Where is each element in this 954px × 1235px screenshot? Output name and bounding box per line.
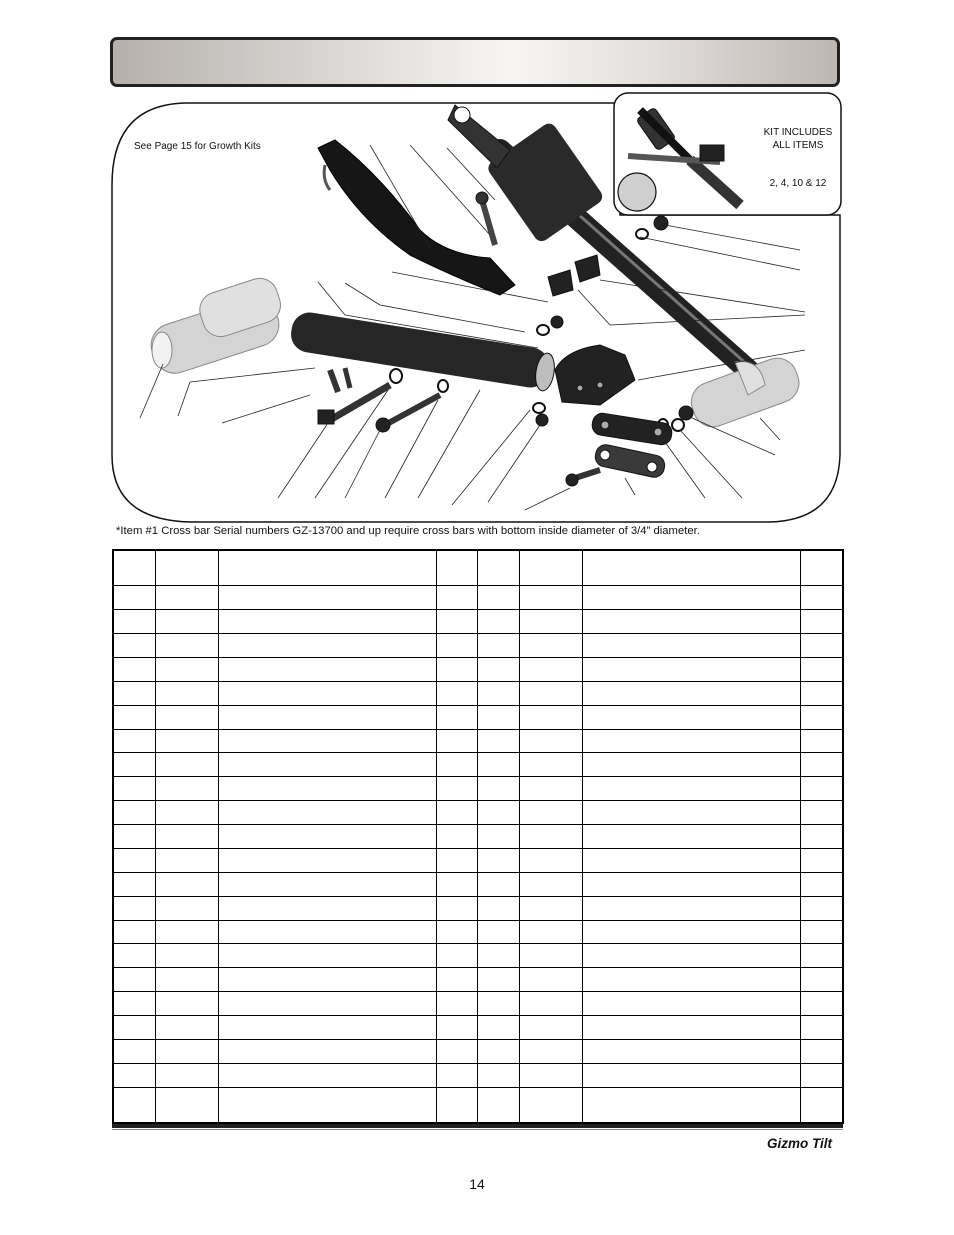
table-row xyxy=(113,1039,843,1063)
table-cell xyxy=(155,801,218,825)
table-cell xyxy=(477,550,519,586)
table-cell xyxy=(436,825,477,849)
table-row xyxy=(113,896,843,920)
table-row xyxy=(113,753,843,777)
table-cell xyxy=(582,777,800,801)
table-row xyxy=(113,825,843,849)
exploded-parts-diagram xyxy=(0,0,954,540)
table-cell xyxy=(477,634,519,658)
table-cell xyxy=(113,657,155,681)
table-cell xyxy=(800,729,843,753)
table-cell xyxy=(113,896,155,920)
table-cell xyxy=(218,705,436,729)
table-cell xyxy=(218,777,436,801)
table-cell xyxy=(800,848,843,872)
table-cell xyxy=(113,1039,155,1063)
table-cell xyxy=(477,610,519,634)
table-row xyxy=(113,705,843,729)
table-cell xyxy=(582,920,800,944)
table-cell xyxy=(519,896,582,920)
table-cell xyxy=(477,1016,519,1040)
table-cell xyxy=(582,586,800,610)
table-cell xyxy=(582,681,800,705)
growth-kits-note: See Page 15 for Growth Kits xyxy=(134,141,261,152)
table-cell xyxy=(519,705,582,729)
table-cell xyxy=(155,1087,218,1123)
table-cell xyxy=(218,896,436,920)
table-row xyxy=(113,920,843,944)
table-cell xyxy=(519,1016,582,1040)
table-row xyxy=(113,586,843,610)
table-cell xyxy=(477,777,519,801)
table-cell xyxy=(519,586,582,610)
table-cell xyxy=(113,681,155,705)
table-cell xyxy=(218,872,436,896)
kit-items-list: 2, 4, 10 & 12 xyxy=(769,178,827,189)
table-cell xyxy=(113,920,155,944)
table-cell xyxy=(477,657,519,681)
footer-rule xyxy=(112,1124,843,1128)
table-cell xyxy=(436,586,477,610)
table-cell xyxy=(218,681,436,705)
table-cell xyxy=(436,992,477,1016)
table-cell xyxy=(155,657,218,681)
table-cell xyxy=(800,992,843,1016)
table-cell xyxy=(436,872,477,896)
table-cell xyxy=(155,634,218,658)
table-cell xyxy=(800,968,843,992)
table-cell xyxy=(436,777,477,801)
table-cell xyxy=(218,1016,436,1040)
table-cell xyxy=(155,872,218,896)
table-cell xyxy=(436,1016,477,1040)
table-cell xyxy=(582,705,800,729)
table-cell xyxy=(477,1039,519,1063)
table-cell xyxy=(519,610,582,634)
table-cell xyxy=(113,634,155,658)
table-cell xyxy=(582,801,800,825)
table-cell xyxy=(582,634,800,658)
table-row xyxy=(113,801,843,825)
table-cell xyxy=(477,896,519,920)
table-cell xyxy=(155,550,218,586)
right-end-tube xyxy=(686,353,805,433)
table-cell xyxy=(113,1016,155,1040)
table-cell xyxy=(477,1087,519,1123)
table-cell xyxy=(800,896,843,920)
table-header-row xyxy=(113,550,843,586)
table-cell xyxy=(582,896,800,920)
table-cell xyxy=(800,681,843,705)
table-cell xyxy=(436,681,477,705)
table-row xyxy=(113,729,843,753)
table-cell xyxy=(519,848,582,872)
table-cell xyxy=(582,872,800,896)
table-cell xyxy=(436,896,477,920)
table-cell xyxy=(218,944,436,968)
table-row xyxy=(113,610,843,634)
table-cell xyxy=(113,550,155,586)
table-cell xyxy=(218,550,436,586)
kit-includes-line2: ALL ITEMS xyxy=(772,140,824,151)
table-cell xyxy=(519,681,582,705)
table-cell xyxy=(155,992,218,1016)
table-cell xyxy=(582,1087,800,1123)
table-cell xyxy=(582,848,800,872)
table-cell xyxy=(800,586,843,610)
parts-table-body xyxy=(113,550,843,1123)
table-cell xyxy=(519,657,582,681)
kit-includes-line1: KIT INCLUDES xyxy=(763,127,833,138)
table-cell xyxy=(218,657,436,681)
table-cell xyxy=(218,729,436,753)
table-cell xyxy=(436,968,477,992)
table-cell xyxy=(477,848,519,872)
table-cell xyxy=(582,1063,800,1087)
table-cell xyxy=(436,944,477,968)
table-cell xyxy=(436,705,477,729)
table-cell xyxy=(113,1063,155,1087)
table-cell xyxy=(155,610,218,634)
table-cell xyxy=(113,872,155,896)
table-cell xyxy=(477,681,519,705)
table-cell xyxy=(800,801,843,825)
table-cell xyxy=(155,825,218,849)
table-cell xyxy=(436,1087,477,1123)
table-cell xyxy=(519,634,582,658)
table-cell xyxy=(519,1063,582,1087)
table-cell xyxy=(436,753,477,777)
table-cell xyxy=(800,920,843,944)
table-cell xyxy=(800,825,843,849)
table-cell xyxy=(155,777,218,801)
table-cell xyxy=(155,944,218,968)
table-cell xyxy=(477,705,519,729)
kit-badge-circle xyxy=(618,173,656,211)
table-cell xyxy=(519,992,582,1016)
table-cell xyxy=(800,777,843,801)
table-cell xyxy=(582,753,800,777)
table-cell xyxy=(155,920,218,944)
table-cell xyxy=(436,657,477,681)
table-cell xyxy=(155,968,218,992)
table-row xyxy=(113,872,843,896)
table-cell xyxy=(582,825,800,849)
table-cell xyxy=(582,1039,800,1063)
table-cell xyxy=(800,1039,843,1063)
table-cell xyxy=(113,729,155,753)
table-cell xyxy=(436,801,477,825)
table-cell xyxy=(155,753,218,777)
table-row xyxy=(113,968,843,992)
table-cell xyxy=(477,753,519,777)
table-cell xyxy=(519,872,582,896)
table-cell xyxy=(477,920,519,944)
table-cell xyxy=(218,1063,436,1087)
table-cell xyxy=(800,753,843,777)
table-cell xyxy=(218,920,436,944)
table-cell xyxy=(218,968,436,992)
table-cell xyxy=(218,634,436,658)
table-cell xyxy=(519,1087,582,1123)
table-cell xyxy=(155,896,218,920)
table-row xyxy=(113,657,843,681)
table-cell xyxy=(800,944,843,968)
table-cell xyxy=(519,825,582,849)
table-row xyxy=(113,848,843,872)
table-cell xyxy=(582,550,800,586)
table-cell xyxy=(519,753,582,777)
table-cell xyxy=(800,550,843,586)
table-cell xyxy=(800,872,843,896)
table-cell xyxy=(218,610,436,634)
table-cell xyxy=(519,729,582,753)
table-cell xyxy=(155,705,218,729)
table-cell xyxy=(155,586,218,610)
parts-list-table xyxy=(112,549,844,1124)
table-cell xyxy=(477,586,519,610)
table-cell xyxy=(218,825,436,849)
table-cell xyxy=(218,1039,436,1063)
table-cell xyxy=(218,1087,436,1123)
table-cell xyxy=(477,1063,519,1087)
table-cell xyxy=(800,1087,843,1123)
table-cell xyxy=(519,968,582,992)
table-cell xyxy=(113,1087,155,1123)
table-cell xyxy=(218,992,436,1016)
table-cell xyxy=(436,729,477,753)
table-cell xyxy=(113,777,155,801)
table-cell xyxy=(113,848,155,872)
table-cell xyxy=(436,920,477,944)
table-cell xyxy=(113,801,155,825)
table-row xyxy=(113,681,843,705)
tilt-brackets xyxy=(555,345,673,479)
table-row xyxy=(113,1087,843,1123)
table-cell xyxy=(519,920,582,944)
table-row xyxy=(113,777,843,801)
kit-includes-label xyxy=(752,126,844,152)
table-cell xyxy=(519,777,582,801)
table-row xyxy=(113,1063,843,1087)
table-cell xyxy=(113,753,155,777)
table-cell xyxy=(218,753,436,777)
cross-bar xyxy=(288,310,556,392)
table-cell xyxy=(800,610,843,634)
left-t-tube xyxy=(145,274,285,379)
table-cell xyxy=(519,801,582,825)
table-cell xyxy=(519,1039,582,1063)
table-cell xyxy=(218,848,436,872)
table-cell xyxy=(477,872,519,896)
table-cell xyxy=(113,586,155,610)
table-cell xyxy=(436,610,477,634)
table-cell xyxy=(519,550,582,586)
table-cell xyxy=(582,992,800,1016)
table-cell xyxy=(582,657,800,681)
table-cell xyxy=(582,729,800,753)
table-row xyxy=(113,1016,843,1040)
table-cell xyxy=(113,610,155,634)
table-row xyxy=(113,992,843,1016)
table-cell xyxy=(113,944,155,968)
table-cell xyxy=(477,729,519,753)
table-cell xyxy=(155,729,218,753)
table-cell xyxy=(113,825,155,849)
table-cell xyxy=(800,634,843,658)
table-cell xyxy=(800,657,843,681)
table-cell xyxy=(155,1016,218,1040)
brand-name: Gizmo Tilt xyxy=(766,1136,832,1151)
table-cell xyxy=(800,705,843,729)
table-cell xyxy=(436,634,477,658)
table-cell xyxy=(436,1063,477,1087)
table-cell xyxy=(113,992,155,1016)
table-cell xyxy=(477,992,519,1016)
table-cell xyxy=(800,1063,843,1087)
table-cell xyxy=(477,801,519,825)
table-cell xyxy=(477,968,519,992)
table-cell xyxy=(113,968,155,992)
table-cell xyxy=(582,610,800,634)
footer-rule-thin xyxy=(112,1129,843,1130)
table-cell xyxy=(436,1039,477,1063)
table-cell xyxy=(477,825,519,849)
table-cell xyxy=(800,1016,843,1040)
table-row xyxy=(113,634,843,658)
table-cell xyxy=(436,550,477,586)
table-cell xyxy=(155,848,218,872)
table-cell xyxy=(218,801,436,825)
table-cell xyxy=(582,968,800,992)
table-cell xyxy=(155,681,218,705)
table-row xyxy=(113,944,843,968)
table-cell xyxy=(519,944,582,968)
cross-bar-footnote: *Item #1 Cross bar Serial numbers GZ-13700 and up require cross bars with bottom inside diameter of 3/4” diameter. xyxy=(116,525,700,537)
table-cell xyxy=(436,848,477,872)
table-cell xyxy=(113,705,155,729)
table-cell xyxy=(155,1039,218,1063)
table-cell xyxy=(582,1016,800,1040)
page-number: 14 xyxy=(469,1176,485,1192)
table-cell xyxy=(582,944,800,968)
table-cell xyxy=(155,1063,218,1087)
table-cell xyxy=(218,586,436,610)
table-cell xyxy=(477,944,519,968)
